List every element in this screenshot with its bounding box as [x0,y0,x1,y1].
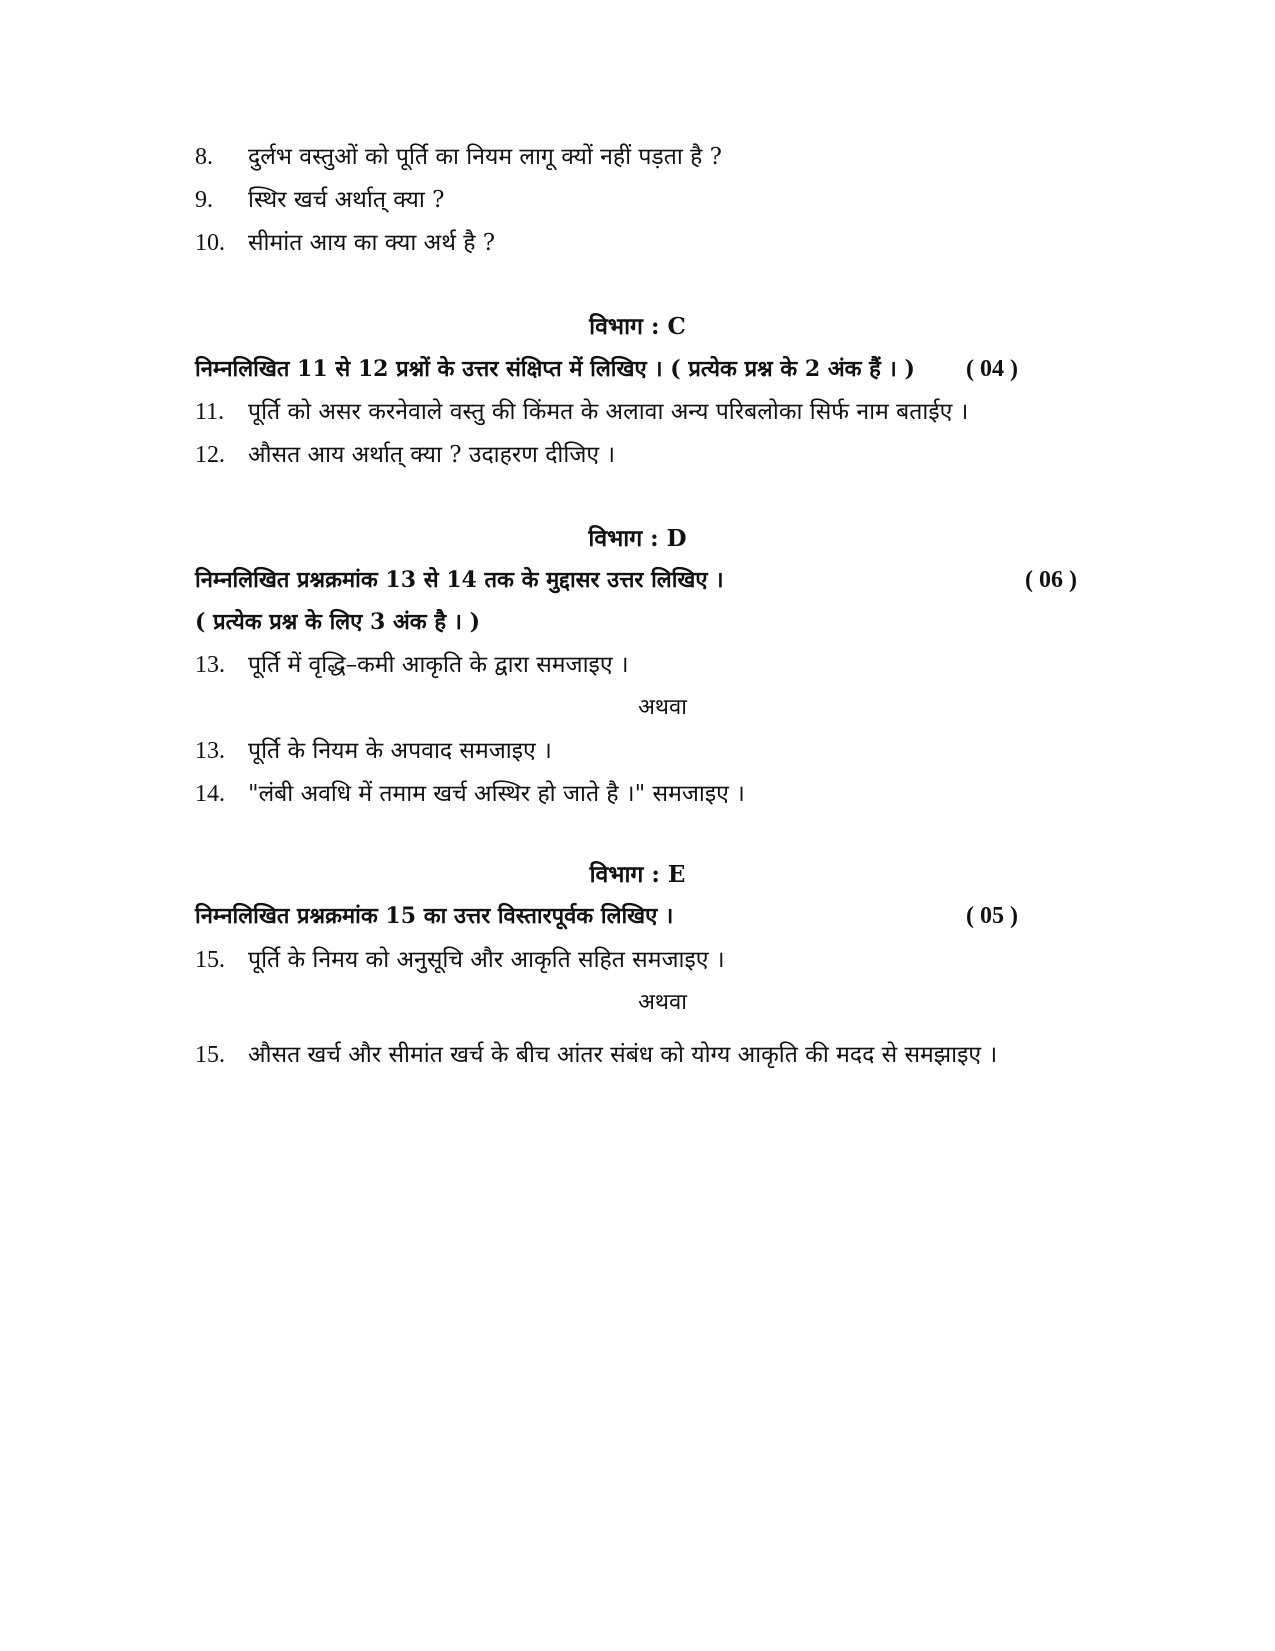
section-d-instruction-2: ( प्रत्येक प्रश्न के लिए 3 अंक है । ) [195,609,481,635]
question-text: स्थिर खर्च अर्थात् क्या ? [248,187,445,213]
question-text: औसत खर्च और सीमांत खर्च के बीच आंतर संबंध को योग्य आकृति की मदद से समझाइए । [248,1042,998,1068]
question-14 [195,779,745,809]
question-13b [195,736,552,766]
question-text: पूर्ति में वृद्धि–कमी आकृति के द्वारा समजाइए । [248,652,629,678]
question-15a [195,945,725,975]
question-number: 13. [195,738,225,764]
section-c-heading: विभाग : C [589,313,686,340]
or-label-d: अथवा [638,695,687,720]
or-label-e: अथवा [638,990,687,1015]
question-number: 14. [195,781,225,807]
section-c-marks: ( 04 ) [966,356,1018,382]
section-d-heading: विभाग : D [588,525,687,552]
question-13a [195,650,629,680]
question-number: 9. [195,187,213,213]
question-number: 13. [195,652,225,678]
section-e-heading: विभाग : E [589,861,686,888]
question-text: सीमांत आय का क्या अर्थ है ? [248,230,496,256]
question-number: 15. [195,947,225,973]
question-10 [195,228,495,258]
question-number: 10. [195,230,225,256]
question-11 [195,397,968,427]
question-number: 15. [195,1042,225,1068]
section-d-instruction: निम्नलिखित प्रश्नक्रमांक 13 से 14 तक के मुद्दासर उत्तर लिखिए । [195,567,724,593]
question-15b [195,1040,997,1070]
question-12 [195,440,615,470]
question-text: पूर्ति के नियम के अपवाद समजाइए । [248,738,552,764]
section-c-instruction: निम्नलिखित 11 से 12 प्रश्नों के उत्तर संक्षिप्त में लिखिए । ( प्रत्येक प्रश्न के 2 अंक हैं । ) [195,356,915,382]
question-text: पूर्ति को असर करनेवाले वस्तु की किंमत के अलावा अन्य परिबलोका सिर्फ नाम बताईए । [248,399,969,425]
section-d-marks: ( 06 ) [1025,567,1077,593]
question-number: 8. [195,144,213,170]
question-number: 11. [195,399,225,425]
question-8 [195,142,722,172]
question-text: दुर्लभ वस्तुओं को पूर्ति का नियम लागू क्यों नहीं पड़ता है ? [248,144,722,170]
section-e-marks: ( 05 ) [966,903,1018,929]
question-number: 12. [195,442,225,468]
question-text: "लंबी अवधि में तमाम खर्च अस्थिर हो जाते है ।" समजाइए । [248,781,745,807]
question-text: पूर्ति के निमय को अनुसूचि और आकृति सहित समजाइए । [248,947,725,973]
section-e-instruction: निम्नलिखित प्रश्नक्रमांक 15 का उत्तर विस्तारपूर्वक लिखिए । [195,903,674,929]
question-text: औसत आय अर्थात् क्या ? उदाहरण दीजिए । [248,442,616,468]
question-9 [195,185,444,215]
